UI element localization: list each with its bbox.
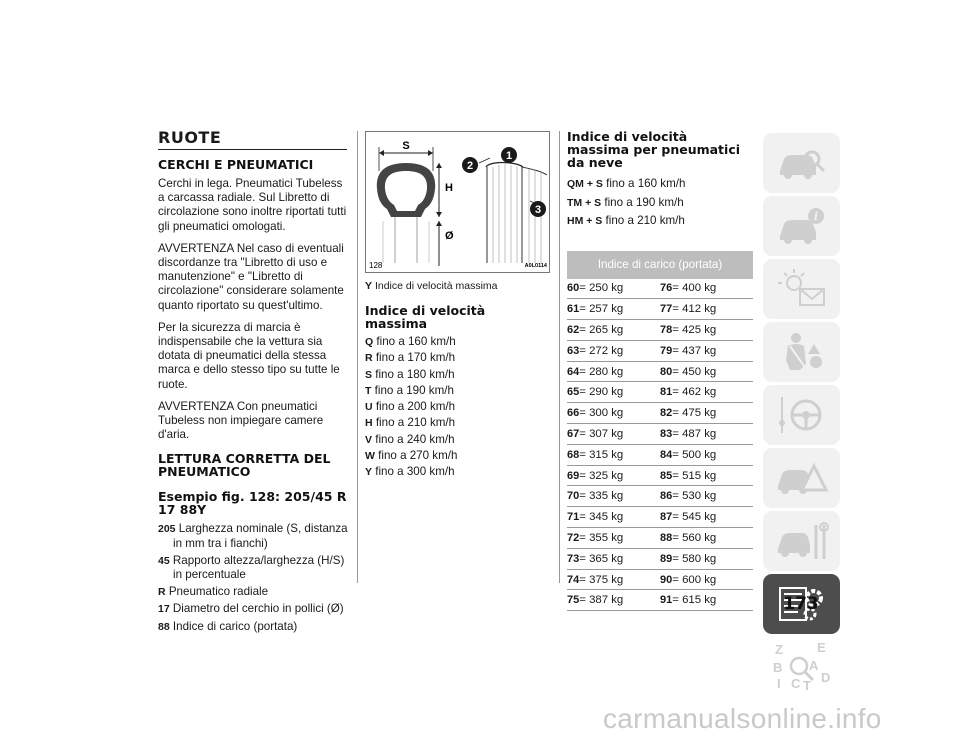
speed-text: fino a 210 km/h bbox=[375, 416, 456, 430]
car-warning-triangle-icon bbox=[774, 456, 830, 500]
load-index-code: 64 bbox=[567, 365, 580, 378]
load-index-value: = 412 kg bbox=[672, 303, 717, 316]
load-index-value: = 257 kg bbox=[579, 303, 624, 316]
load-index-value: = 487 kg bbox=[672, 427, 717, 440]
label-h: H bbox=[445, 182, 453, 194]
column-divider-2 bbox=[559, 131, 560, 583]
page-number: 173 bbox=[783, 594, 819, 614]
speed-item bbox=[365, 334, 550, 350]
heading-lettura: LETTURA CORRETTA DEL PNEUMATICO bbox=[158, 451, 331, 480]
table-header-row bbox=[567, 251, 753, 279]
load-index-value: = 315 kg bbox=[579, 448, 624, 461]
table-body bbox=[567, 279, 753, 611]
table-row bbox=[567, 279, 753, 299]
tab-driving[interactable] bbox=[763, 385, 840, 445]
definition-code: 88 bbox=[158, 620, 170, 633]
definition-item bbox=[158, 602, 348, 616]
callout-3: 3 bbox=[534, 204, 542, 216]
load-index-code: 66 bbox=[567, 407, 580, 420]
load-index-code: 78 bbox=[660, 323, 673, 336]
snow-speed-code: QM + S bbox=[567, 178, 603, 190]
load-index-value: = 462 kg bbox=[672, 386, 717, 399]
table-cell bbox=[567, 361, 660, 382]
index-letter: A bbox=[808, 658, 818, 673]
load-index-value: = 345 kg bbox=[579, 511, 624, 524]
table-row bbox=[567, 361, 753, 382]
table-cell bbox=[660, 444, 753, 465]
figure-number: 128 bbox=[369, 261, 383, 270]
load-index-code: 90 bbox=[660, 573, 673, 586]
tab-warnings[interactable] bbox=[763, 259, 840, 319]
tyre-figure bbox=[365, 131, 550, 273]
paragraph-3: Per la sicurezza di marcia è indispensabile che la vettura sia dotata di pneumatici della stessa marca e dello stesso tipo su tutte le ruote. bbox=[158, 320, 340, 391]
index-letter: E bbox=[816, 642, 826, 655]
table-row bbox=[567, 528, 753, 549]
snow-speed-item bbox=[567, 212, 753, 231]
load-index-value: = 280 kg bbox=[579, 365, 624, 378]
table-row bbox=[567, 465, 753, 486]
speed-code: T bbox=[365, 384, 372, 397]
table-row bbox=[567, 590, 753, 611]
table-cell bbox=[660, 528, 753, 549]
speed-item bbox=[365, 448, 550, 464]
snow-speed-list bbox=[567, 175, 753, 231]
load-index-code: 88 bbox=[660, 531, 673, 544]
load-index-value: = 300 kg bbox=[579, 407, 624, 420]
speed-text: fino a 300 km/h bbox=[375, 465, 455, 479]
table-cell bbox=[660, 361, 753, 382]
tab-index[interactable] bbox=[763, 637, 840, 697]
load-index-code: 82 bbox=[660, 407, 673, 420]
load-index-value: = 335 kg bbox=[579, 490, 624, 503]
heading-cerchi: CERCHI E PNEUMATICI bbox=[158, 157, 314, 172]
index-search-icon bbox=[769, 642, 835, 692]
table-cell bbox=[567, 340, 660, 361]
table-cell bbox=[567, 382, 660, 403]
table-cell bbox=[660, 590, 753, 611]
speed-item bbox=[365, 415, 550, 431]
table-cell bbox=[567, 424, 660, 445]
speed-item bbox=[365, 350, 550, 366]
table-row bbox=[567, 507, 753, 528]
definition-list bbox=[158, 522, 348, 633]
table-cell bbox=[660, 424, 753, 445]
svg-text:i: i bbox=[813, 210, 818, 223]
load-index-value: = 515 kg bbox=[672, 469, 717, 482]
definition-text: Larghezza nominale (S, distanza in mm tra i fianchi) bbox=[173, 522, 348, 550]
callout-2: 2 bbox=[466, 160, 474, 172]
load-index-code: 67 bbox=[567, 427, 580, 440]
car-info-icon bbox=[774, 204, 830, 248]
label-diameter: Ø bbox=[445, 230, 454, 242]
table-row bbox=[567, 320, 753, 341]
paragraph-4: AVVERTENZA Con pneumatici Tubeless non impiegare camere d'aria. bbox=[158, 399, 324, 442]
load-index-code: 76 bbox=[660, 282, 673, 295]
speed-code: V bbox=[365, 433, 373, 446]
table-header: Indice di carico (portata) bbox=[567, 251, 753, 279]
table-cell bbox=[660, 279, 753, 299]
speed-code: W bbox=[365, 450, 375, 463]
paragraph-1: Cerchi in lega. Pneumatici Tubeless a carcassa radiale. Sul Libretto di circolazione sono inoltre riportati tutti gli pneumatici omologati. bbox=[158, 177, 347, 233]
load-index-value: = 425 kg bbox=[672, 323, 717, 336]
column-1 bbox=[158, 128, 348, 637]
load-index-code: 79 bbox=[660, 344, 673, 357]
index-letter: D bbox=[820, 670, 830, 685]
table-cell bbox=[567, 548, 660, 569]
column-3 bbox=[567, 130, 753, 611]
speed-code: H bbox=[365, 417, 373, 430]
load-index-value: = 250 kg bbox=[579, 282, 624, 295]
table-cell bbox=[660, 403, 753, 424]
table-row bbox=[567, 548, 753, 569]
load-index-value: = 365 kg bbox=[579, 552, 624, 565]
snow-speed-text: fino a 190 km/h bbox=[604, 195, 684, 209]
table-row bbox=[567, 382, 753, 403]
table-cell bbox=[567, 528, 660, 549]
load-index-code: 85 bbox=[660, 469, 673, 482]
speed-list bbox=[365, 334, 550, 481]
load-index-value: = 450 kg bbox=[672, 365, 717, 378]
load-index-code: 61 bbox=[567, 303, 580, 316]
snow-speed-text: fino a 160 km/h bbox=[606, 177, 686, 190]
tyre-section-diagram bbox=[365, 131, 550, 273]
definition-item bbox=[158, 522, 348, 550]
index-letter: T bbox=[802, 678, 811, 692]
load-index-code: 91 bbox=[660, 594, 673, 607]
snow-speed-text: fino a 210 km/h bbox=[605, 214, 685, 227]
table-cell bbox=[567, 465, 660, 486]
table-cell bbox=[567, 320, 660, 341]
table-row bbox=[567, 403, 753, 424]
table-cell bbox=[660, 382, 753, 403]
table-cell bbox=[660, 299, 753, 320]
load-index-value: = 265 kg bbox=[579, 323, 624, 336]
speed-text: fino a 160 km/h bbox=[376, 335, 456, 348]
table-row bbox=[567, 424, 753, 445]
seatbelt-person-icon bbox=[774, 330, 830, 374]
load-index-code: 69 bbox=[567, 469, 580, 482]
figure-code: A0L0114 bbox=[524, 263, 547, 269]
table-row bbox=[567, 299, 753, 320]
figure-caption bbox=[365, 280, 550, 292]
table-cell bbox=[567, 299, 660, 320]
snow-speed-code: TM + S bbox=[567, 196, 602, 209]
definition-item bbox=[158, 585, 348, 599]
index-letter: B bbox=[772, 660, 782, 675]
load-index-code: 83 bbox=[660, 427, 673, 440]
definition-text: Pneumatico radiale bbox=[168, 585, 269, 599]
load-index-code: 81 bbox=[660, 386, 673, 399]
snow-speed-code: HM + S bbox=[567, 215, 603, 227]
load-index-value: = 545 kg bbox=[672, 511, 717, 524]
load-index-code: 68 bbox=[567, 448, 580, 461]
definition-item bbox=[158, 620, 348, 634]
speed-code: Q bbox=[365, 336, 374, 348]
definition-text: Diametro del cerchio in pollici (Ø) bbox=[172, 602, 344, 616]
table-cell bbox=[660, 320, 753, 341]
table-cell bbox=[567, 444, 660, 465]
load-index-code: 87 bbox=[660, 511, 673, 524]
index-letter: Z bbox=[774, 642, 783, 657]
load-index-code: 75 bbox=[567, 594, 580, 607]
definition-code: 45 bbox=[158, 554, 170, 567]
column-divider-1 bbox=[357, 131, 358, 583]
section-title: RUOTE bbox=[158, 128, 347, 150]
speed-item bbox=[365, 399, 550, 415]
load-index-value: = 355 kg bbox=[579, 531, 624, 544]
load-index-value: = 600 kg bbox=[672, 573, 717, 586]
caption-code: Y bbox=[365, 280, 373, 292]
table-cell bbox=[660, 569, 753, 590]
load-index-code: 74 bbox=[567, 573, 580, 586]
tab-info[interactable] bbox=[763, 196, 840, 256]
load-index-value: = 307 kg bbox=[579, 427, 624, 440]
speed-text: fino a 190 km/h bbox=[374, 383, 454, 397]
speed-text: fino a 200 km/h bbox=[375, 400, 456, 414]
steering-wheel-icon bbox=[774, 393, 830, 437]
load-index-value: = 475 kg bbox=[672, 407, 717, 420]
load-index-value: = 325 kg bbox=[579, 469, 624, 482]
speed-text: fino a 240 km/h bbox=[375, 432, 455, 446]
table-row bbox=[567, 444, 753, 465]
callout-1: 1 bbox=[505, 150, 513, 162]
definition-code: 205 bbox=[158, 523, 176, 536]
table-cell bbox=[567, 590, 660, 611]
load-index-table bbox=[567, 251, 753, 612]
speed-item bbox=[365, 367, 550, 383]
load-index-code: 86 bbox=[660, 490, 673, 503]
load-index-code: 72 bbox=[567, 531, 580, 544]
tab-safety[interactable] bbox=[763, 322, 840, 382]
load-index-code: 89 bbox=[660, 552, 673, 565]
load-index-value: = 375 kg bbox=[579, 573, 624, 586]
table-row bbox=[567, 569, 753, 590]
load-index-value: = 272 kg bbox=[579, 344, 624, 357]
heading-neve: Indice di velocità massima per pneumatici da neve bbox=[567, 129, 741, 170]
load-index-code: 84 bbox=[660, 448, 673, 461]
table-cell bbox=[567, 507, 660, 528]
speed-item bbox=[365, 383, 550, 399]
load-index-code: 62 bbox=[567, 323, 580, 336]
definition-text: Indice di carico (portata) bbox=[172, 619, 298, 633]
load-index-value: = 500 kg bbox=[672, 448, 717, 461]
label-s: S bbox=[402, 140, 410, 152]
table-cell bbox=[567, 403, 660, 424]
definition-item bbox=[158, 554, 348, 582]
definition-code: R bbox=[158, 586, 166, 599]
table-cell bbox=[567, 279, 660, 299]
tab-emergency[interactable] bbox=[763, 448, 840, 508]
definition-text: Rapporto altezza/larghezza (H/S) in percentuale bbox=[172, 553, 345, 582]
table-cell bbox=[660, 486, 753, 507]
warning-light-mail-icon bbox=[774, 267, 830, 311]
car-tools-icon bbox=[774, 519, 830, 563]
tab-maintenance[interactable] bbox=[763, 511, 840, 571]
load-index-value: = 387 kg bbox=[579, 594, 624, 607]
load-index-code: 73 bbox=[567, 552, 580, 565]
table-row bbox=[567, 340, 753, 361]
speed-text: fino a 270 km/h bbox=[378, 449, 458, 463]
caption-text: Indice di velocità massima bbox=[374, 280, 498, 292]
load-index-code: 70 bbox=[567, 490, 580, 503]
table-cell bbox=[567, 569, 660, 590]
heading-esempio: Esempio fig. 128: 205/45 R 17 88Y bbox=[158, 489, 347, 518]
snow-speed-item bbox=[567, 194, 753, 213]
load-index-value: = 580 kg bbox=[672, 552, 717, 565]
load-index-code: 65 bbox=[567, 386, 580, 399]
speed-item bbox=[365, 464, 550, 480]
load-index-value: = 560 kg bbox=[672, 531, 717, 544]
speed-item bbox=[365, 432, 550, 448]
load-index-value: = 400 kg bbox=[672, 282, 717, 295]
car-search-icon bbox=[774, 141, 830, 185]
definition-code: 17 bbox=[158, 603, 170, 616]
table-cell bbox=[660, 465, 753, 486]
load-index-code: 71 bbox=[567, 511, 580, 524]
index-letter: I bbox=[776, 676, 781, 691]
table-row bbox=[567, 486, 753, 507]
watermark: carmanualsonline.info bbox=[603, 703, 882, 734]
table-cell bbox=[660, 507, 753, 528]
speed-text: fino a 180 km/h bbox=[375, 367, 455, 381]
load-index-code: 80 bbox=[660, 365, 673, 378]
speed-code: Y bbox=[365, 466, 373, 479]
index-letter: C bbox=[790, 676, 800, 691]
load-index-code: 63 bbox=[567, 344, 580, 357]
snow-speed-item bbox=[567, 175, 753, 194]
load-index-code: 77 bbox=[660, 303, 673, 316]
table-cell bbox=[660, 548, 753, 569]
speed-code: R bbox=[365, 352, 373, 365]
table-cell bbox=[660, 340, 753, 361]
tab-dashboard[interactable] bbox=[763, 133, 840, 193]
load-index-value: = 615 kg bbox=[672, 594, 717, 607]
table-cell bbox=[567, 486, 660, 507]
load-index-value: = 290 kg bbox=[579, 386, 624, 399]
load-index-value: = 437 kg bbox=[672, 344, 717, 357]
speed-code: S bbox=[365, 368, 373, 381]
heading-velocita: Indice di velocità massima bbox=[365, 303, 486, 331]
speed-text: fino a 170 km/h bbox=[375, 351, 456, 365]
load-index-code: 60 bbox=[567, 282, 580, 295]
column-2 bbox=[365, 131, 550, 481]
chapter-tabs bbox=[763, 133, 840, 700]
load-index-value: = 530 kg bbox=[672, 490, 717, 503]
paragraph-2: AVVERTENZA Nel caso di eventuali discordanze tra "Libretto di uso e manutenzione" e "Libretto di circolazione" considerare solamente quanto riportato su quest'ultimo. bbox=[158, 241, 344, 312]
speed-code: U bbox=[365, 401, 373, 414]
